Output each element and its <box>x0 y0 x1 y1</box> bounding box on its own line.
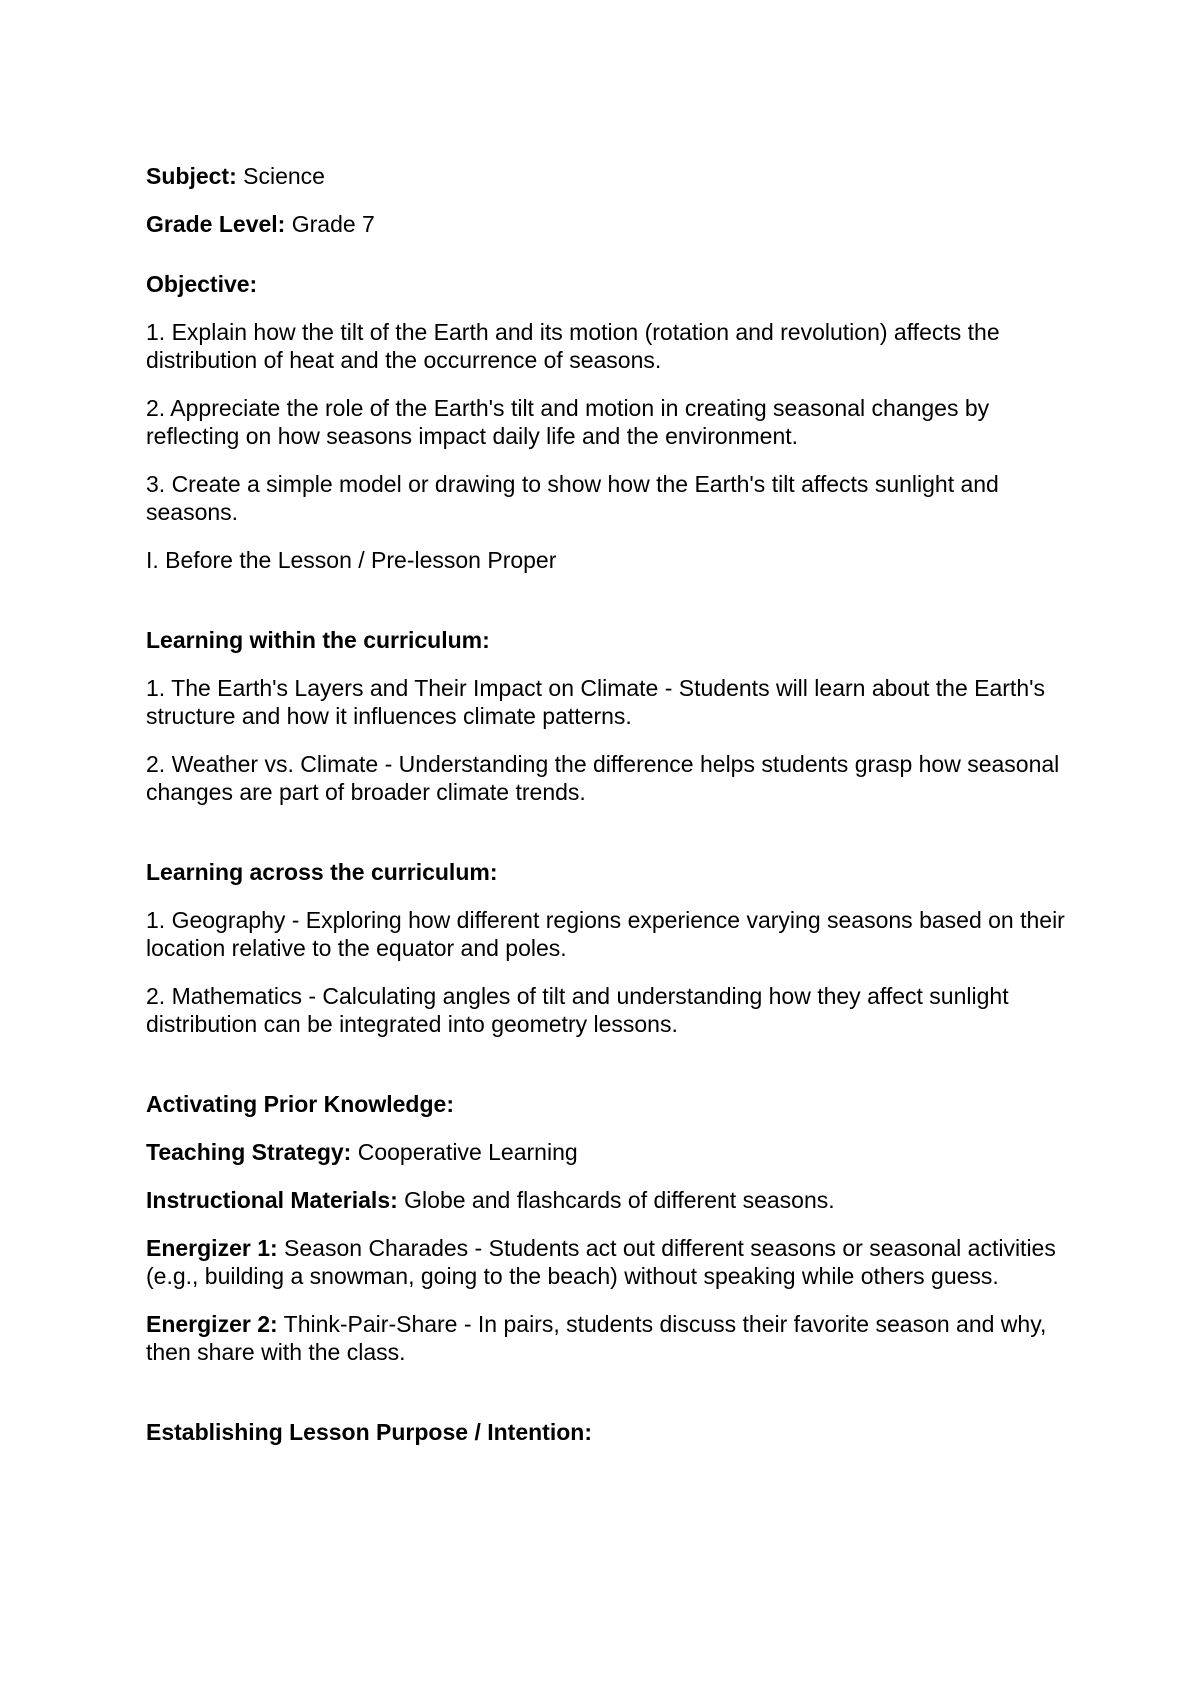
learning-within-item-1: 1. The Earth's Layers and Their Impact on Climate - Students will learn about the Earth's structure and how it influences climate patterns. <box>146 675 1045 729</box>
objective-heading: Objective: <box>146 271 258 297</box>
subject-line <box>146 162 1066 190</box>
energizer-2-label: Energizer 2: <box>146 1311 278 1337</box>
grade-level-line <box>146 210 1066 238</box>
energizer-1-label: Energizer 1: <box>146 1235 278 1261</box>
grade-level-value: Grade 7 <box>291 211 375 237</box>
learning-within-heading: Learning within the curriculum: <box>146 627 490 653</box>
teaching-strategy-line <box>146 1138 1066 1166</box>
energizer-1-line <box>146 1234 1066 1290</box>
instructional-materials-line <box>146 1186 1066 1214</box>
objective-item-2: 2. Appreciate the role of the Earth's tilt and motion in creating seasonal changes by reflecting on how seasons impact daily life and the environment. <box>146 395 990 449</box>
learning-across-item-1: 1. Geography - Exploring how different regions experience varying seasons based on their location relative to the equator and poles. <box>146 907 1065 961</box>
objective-item-3: 3. Create a simple model or drawing to show how the Earth's tilt affects sunlight and seasons. <box>146 471 999 525</box>
subject-value: Science <box>243 163 325 189</box>
objective-item-1: 1. Explain how the tilt of the Earth and its motion (rotation and revolution) affects the distribution of heat and the occurrence of seasons. <box>146 319 1000 373</box>
teaching-strategy-value: Cooperative Learning <box>357 1139 578 1165</box>
learning-across-heading: Learning across the curriculum: <box>146 859 498 885</box>
grade-level-label: Grade Level: <box>146 211 286 237</box>
instructional-materials-value: Globe and flashcards of different seasons. <box>404 1187 835 1213</box>
energizer-2-line <box>146 1310 1066 1366</box>
lesson-purpose-heading: Establishing Lesson Purpose / Intention: <box>146 1419 592 1445</box>
section-before-lesson: I. Before the Lesson / Pre-lesson Proper <box>146 547 557 573</box>
learning-within-item-2: 2. Weather vs. Climate - Understanding the difference helps students grasp how seasonal changes are part of broader climate trends. <box>146 751 1060 805</box>
subject-label: Subject: <box>146 163 237 189</box>
prior-knowledge-heading: Activating Prior Knowledge: <box>146 1091 454 1117</box>
energizer-2-value: Think-Pair-Share - In pairs, students discuss their favorite season and why, then share with the class. <box>146 1311 1047 1365</box>
energizer-1-value: Season Charades - Students act out different seasons or seasonal activities (e.g., building a snowman, going to the beach) without speaking while others guess. <box>146 1235 1056 1289</box>
learning-across-item-2: 2. Mathematics - Calculating angles of tilt and understanding how they affect sunlight distribution can be integrated into geometry lessons. <box>146 983 1009 1037</box>
lesson-plan-page <box>146 162 1066 1466</box>
teaching-strategy-label: Teaching Strategy: <box>146 1139 352 1165</box>
instructional-materials-label: Instructional Materials: <box>146 1187 398 1213</box>
